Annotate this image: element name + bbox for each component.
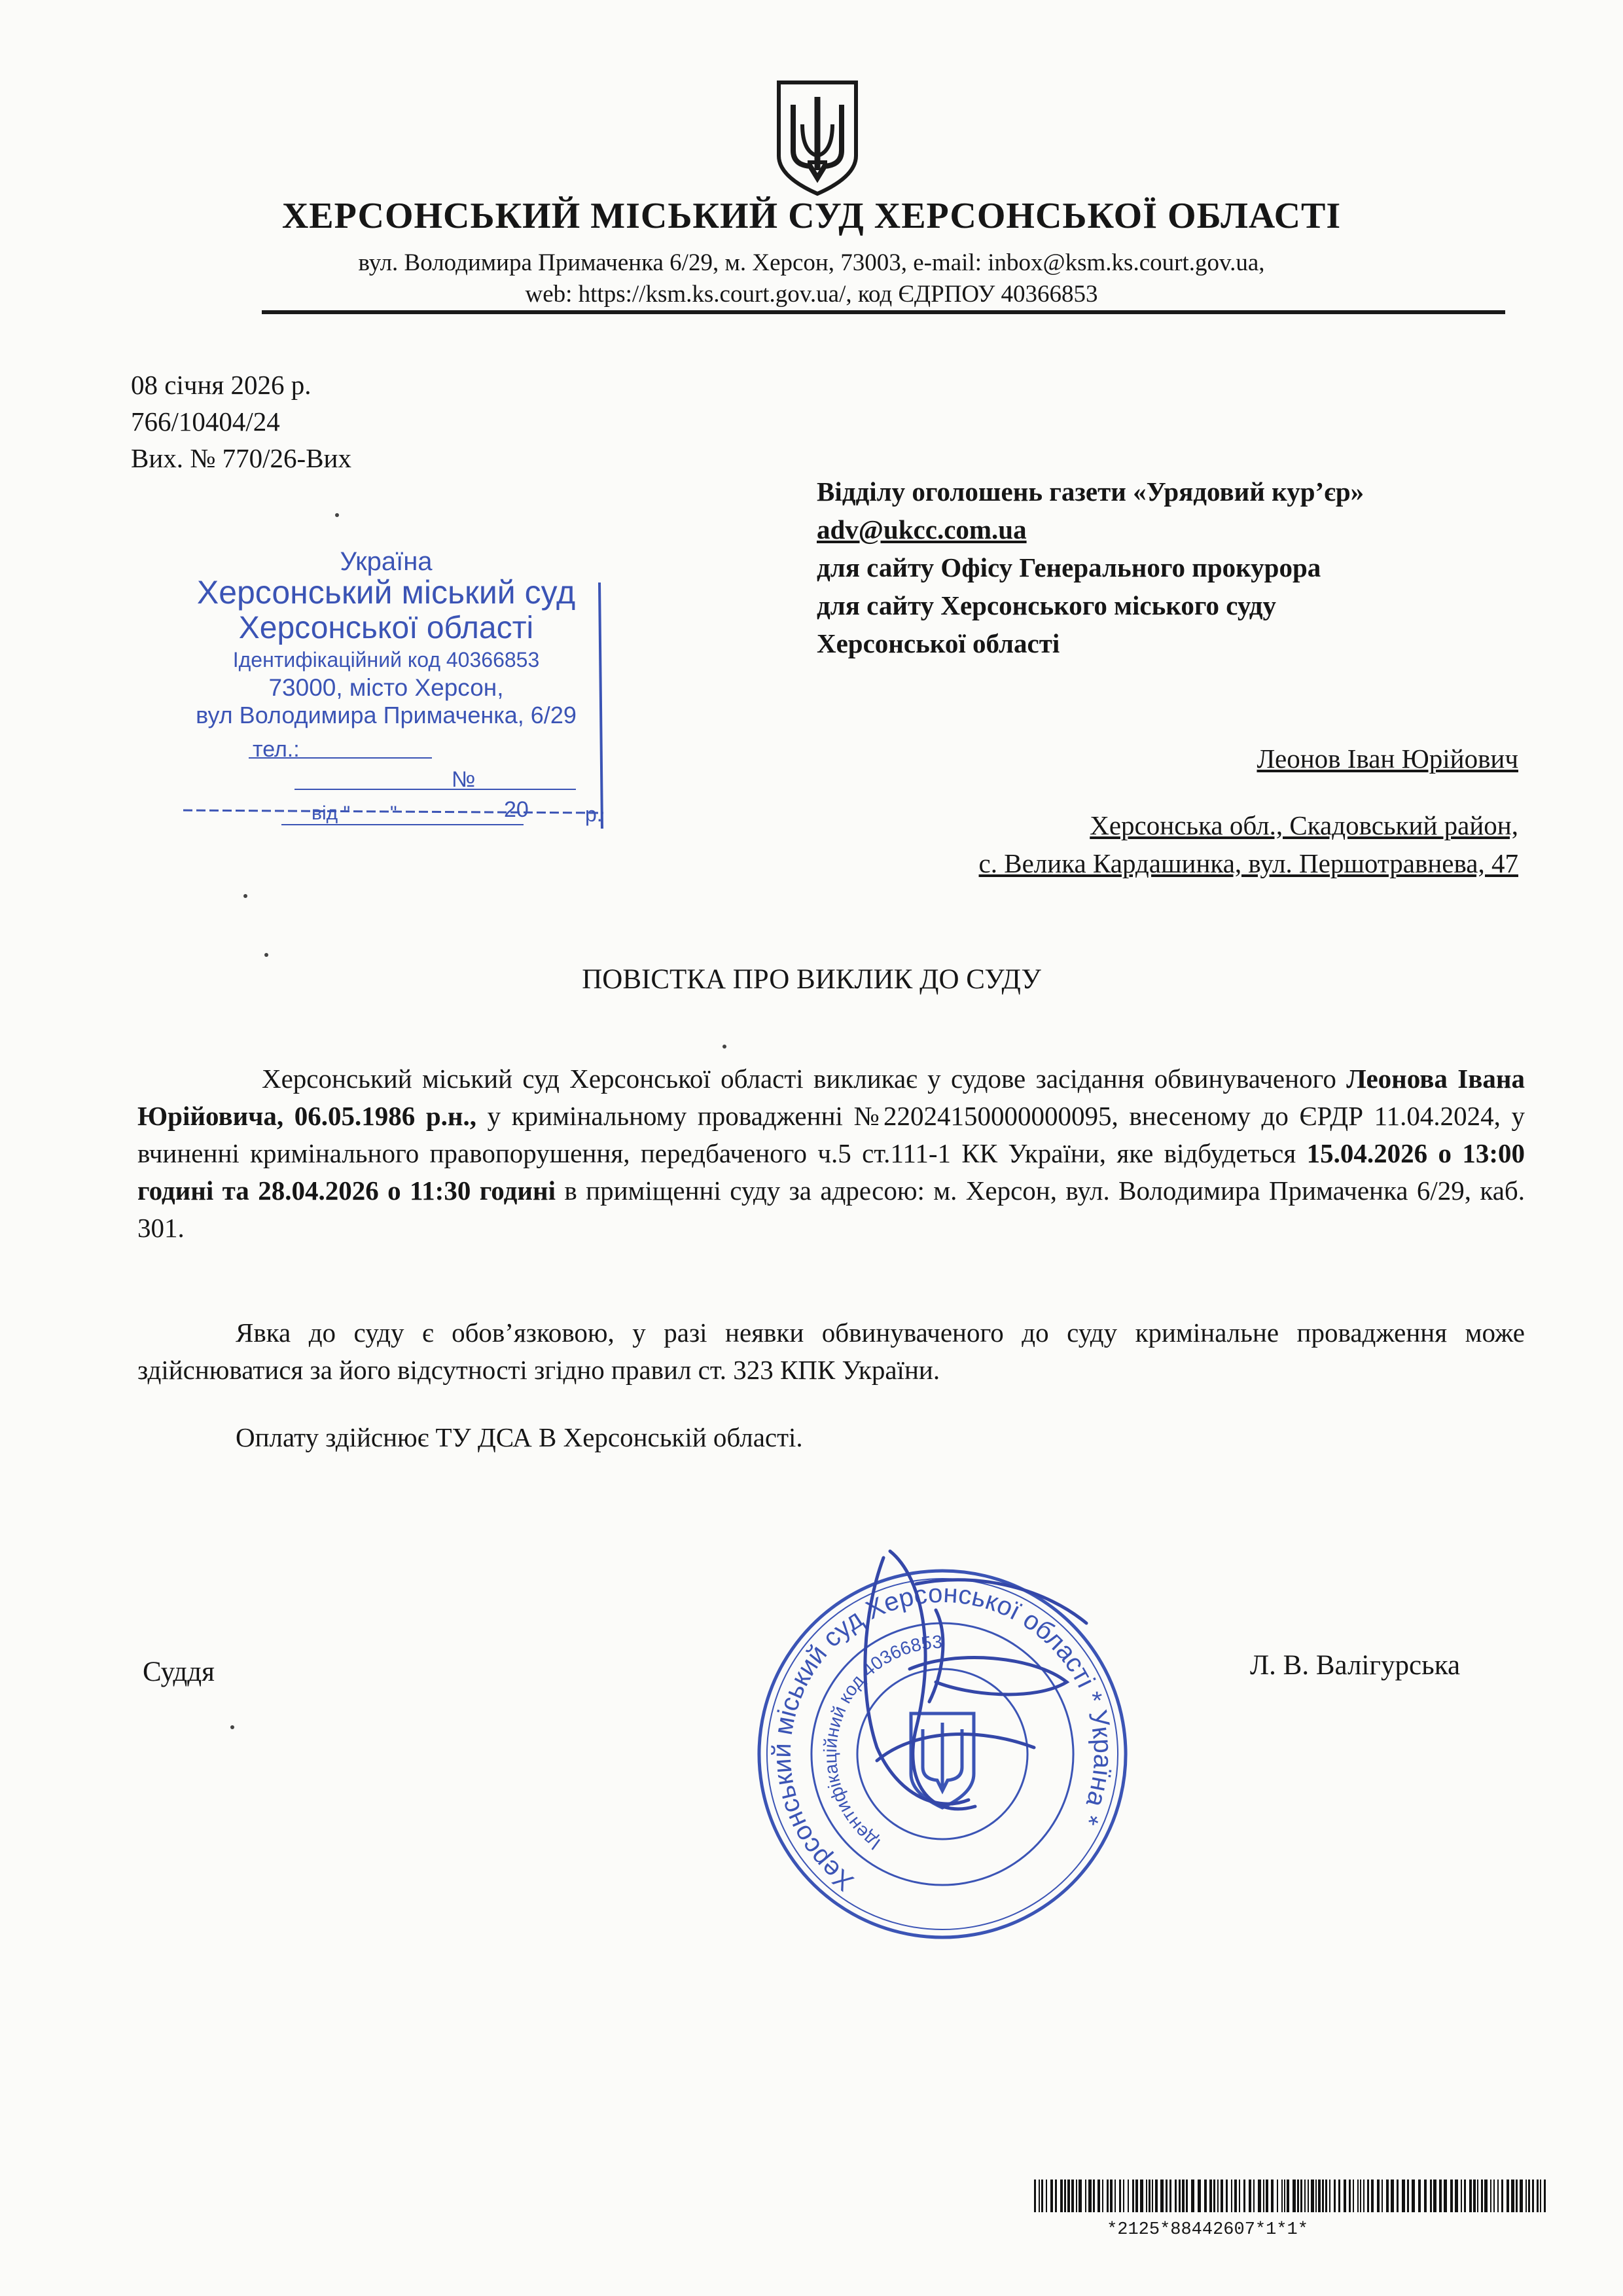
barcode-bar xyxy=(1371,2179,1374,2212)
barcode-bar xyxy=(1281,2179,1283,2212)
barcode-bar xyxy=(1544,2179,1546,2212)
barcode-bar xyxy=(1481,2179,1483,2212)
stamp-street: вул Володимира Примаченка, 6/29 xyxy=(196,702,577,728)
barcode-bar xyxy=(1055,2179,1057,2212)
barcode-bar xyxy=(1146,2179,1147,2212)
barcode-bar xyxy=(1067,2179,1070,2212)
barcode-bar xyxy=(1461,2179,1462,2212)
header-divider xyxy=(262,310,1505,314)
barcode-bar xyxy=(1123,2179,1124,2212)
barcode-bar xyxy=(1064,2179,1066,2212)
barcode-bar xyxy=(1308,2179,1309,2212)
barcode-bar xyxy=(1263,2179,1264,2212)
stamp-code: Ідентифікаційний код 40366853 xyxy=(232,648,540,672)
barcode-bar xyxy=(1528,2179,1530,2212)
judge-role: Суддя xyxy=(143,1657,215,1687)
barcode-bar xyxy=(1464,2179,1466,2212)
scan-speck xyxy=(264,953,268,957)
barcode-bar xyxy=(1334,2179,1336,2212)
summons-paragraph xyxy=(137,1060,1525,1247)
addressee-name: Леонов Іван Юрійович xyxy=(1257,744,1518,774)
barcode-bar xyxy=(1209,2179,1212,2212)
barcode-bar xyxy=(1353,2179,1354,2212)
barcode-bar xyxy=(1034,2179,1036,2212)
barcode-bar xyxy=(1469,2179,1472,2212)
barcode-bar xyxy=(1497,2179,1499,2212)
barcode-bar xyxy=(1325,2179,1327,2212)
barcode-bar xyxy=(1217,2179,1219,2212)
summons-place: в приміщенні суду за адресою: м. Херсон, вул. Володимира Примаченка 6/29, каб. 301. xyxy=(137,1175,1525,1243)
barcode-bar xyxy=(1360,2179,1361,2212)
barcode-bar xyxy=(1338,2179,1340,2212)
barcode xyxy=(1034,2179,1551,2219)
barcode-text: *2125*88442607*1*1* xyxy=(1107,2220,1308,2240)
barcode-bar xyxy=(1179,2179,1181,2212)
recipient-court-site: для сайту Херсонського міського суду xyxy=(817,590,1277,620)
judge-name: Л. В. Валігурська xyxy=(1250,1650,1461,1681)
stamp-region: Херсонської області xyxy=(238,611,534,645)
barcode-bar xyxy=(1097,2179,1100,2212)
barcode-bar xyxy=(1149,2179,1150,2212)
barcode-bar xyxy=(1397,2179,1399,2212)
barcode-bar xyxy=(1311,2179,1314,2212)
court-web: web: https://ksm.ks.court.gov.ua/, код ЄДРПОУ 40366853 xyxy=(525,281,1098,308)
barcode-bar xyxy=(1155,2179,1158,2212)
barcode-bar xyxy=(1433,2179,1436,2212)
barcode-bar xyxy=(1234,2179,1237,2212)
barcode-bar xyxy=(1060,2179,1063,2212)
barcode-bar xyxy=(1287,2179,1289,2212)
barcode-bar xyxy=(1297,2179,1299,2212)
barcode-bar xyxy=(1088,2179,1092,2212)
barcode-bar xyxy=(1377,2179,1380,2212)
barcode-bar xyxy=(1520,2179,1523,2212)
barcode-bar xyxy=(1102,2179,1103,2212)
barcode-bar xyxy=(1501,2179,1503,2212)
barcode-bar xyxy=(1107,2179,1109,2212)
barcode-bar xyxy=(1271,2179,1274,2212)
seal-inner-text: Ідентифікаційний код 40366853 xyxy=(819,1631,943,1854)
barcode-bar xyxy=(1363,2179,1364,2212)
barcode-bar xyxy=(1166,2179,1168,2212)
barcode-bar xyxy=(1226,2179,1228,2212)
barcode-bar xyxy=(1258,2179,1261,2212)
barcode-bar xyxy=(1076,2179,1077,2212)
attendance-text: Явка до суду є обов’язковою, у разі неявки обвинуваченого до суду кримінальне провадження може здійснюватися за його відсутності згідно правил ст. 323 КПК України. xyxy=(137,1318,1525,1385)
barcode-bar xyxy=(1140,2179,1143,2212)
barcode-bar xyxy=(1484,2179,1488,2212)
barcode-bar xyxy=(1418,2179,1421,2212)
barcode-bar xyxy=(1473,2179,1476,2212)
barcode-bar xyxy=(1204,2179,1207,2212)
recipient-prosecutor: для сайту Офісу Генерального прокурора xyxy=(817,552,1321,583)
scan-speck xyxy=(243,894,247,898)
barcode-bar xyxy=(1050,2179,1053,2212)
attendance-paragraph xyxy=(137,1314,1525,1389)
barcode-bar xyxy=(1132,2179,1134,2212)
seal-outer-text: Херсонський міський суд Херсонської області * Україна * xyxy=(767,1579,1118,1897)
barcode-bar xyxy=(1085,2179,1086,2212)
barcode-bar xyxy=(1186,2179,1188,2212)
registration-stamp xyxy=(157,547,615,835)
barcode-bar xyxy=(1391,2179,1394,2212)
stamp-city: 73000, місто Херсон, xyxy=(268,674,504,701)
stamp-date-label: від " xyxy=(312,802,351,824)
barcode-bar xyxy=(1221,2179,1223,2212)
barcode-bar xyxy=(1039,2179,1040,2212)
court-address: вул. Володимира Примаченка 6/29, м. Херсон, 73003, e-mail: inbox@ksm.ks.court.gov.ua, xyxy=(358,249,1265,276)
barcode-bar xyxy=(1128,2179,1129,2212)
barcode-bar xyxy=(1253,2179,1255,2212)
barcode-bar xyxy=(1115,2179,1116,2212)
stamp-year-label: 20 xyxy=(504,797,529,822)
barcode-bar xyxy=(1284,2179,1285,2212)
barcode-bar xyxy=(1182,2179,1185,2212)
stamp-no-label: № xyxy=(452,767,476,792)
barcode-bar xyxy=(1293,2179,1296,2212)
barcode-bar xyxy=(1402,2179,1405,2212)
addressee-address-1: Херсонська обл., Скадовський район, xyxy=(1090,810,1518,840)
barcode-bar xyxy=(1079,2179,1082,2212)
barcode-bar xyxy=(1266,2179,1268,2212)
barcode-bar xyxy=(1119,2179,1121,2212)
document-title: ПОВІСТКА ПРО ВИКЛИК ДО СУДУ xyxy=(582,964,1041,995)
barcode-bar xyxy=(1322,2179,1324,2212)
barcode-bar xyxy=(1349,2179,1351,2212)
barcode-bar xyxy=(1046,2179,1047,2212)
hearing-dates: 15.04.2026 о 13:00 годині та 28.04.2026 о 11:30 годині xyxy=(137,1138,1525,1206)
barcode-bar xyxy=(1300,2179,1302,2212)
barcode-bar xyxy=(1357,2179,1359,2212)
stamp-year-suffix: р. xyxy=(585,802,603,826)
barcode-bar xyxy=(1071,2179,1074,2212)
barcode-bar xyxy=(1407,2179,1409,2212)
barcode-bar xyxy=(1213,2179,1215,2212)
barcode-bar xyxy=(1450,2179,1453,2212)
stamp-tel-label: тел.: xyxy=(253,737,300,762)
barcode-bar xyxy=(1477,2179,1478,2212)
barcode-bar xyxy=(1318,2179,1321,2212)
barcode-bar xyxy=(1329,2179,1330,2212)
barcode-bar xyxy=(1110,2179,1113,2212)
barcode-bar xyxy=(1540,2179,1541,2212)
barcode-bar xyxy=(1243,2179,1245,2212)
payment-paragraph xyxy=(137,1419,1525,1456)
barcode-bar xyxy=(1249,2179,1251,2212)
barcode-bar xyxy=(1135,2179,1138,2212)
barcode-bar xyxy=(1490,2179,1491,2212)
barcode-bar xyxy=(1315,2179,1317,2212)
barcode-bar xyxy=(1152,2179,1153,2212)
barcode-bar xyxy=(1175,2179,1177,2212)
court-name: ХЕРСОНСЬКИЙ МІСЬКИЙ СУД ХЕРСОНСЬКОЇ ОБЛАСТІ xyxy=(281,196,1342,236)
barcode-bar xyxy=(1239,2179,1240,2212)
outgoing-number: Вих. № 770/26-Вих xyxy=(131,443,351,473)
stamp-court: Херсонський міський суд xyxy=(196,574,576,611)
barcode-bar xyxy=(1231,2179,1232,2212)
addressee-address-2: с. Велика Кардашинка, вул. Першотравнева, 47 xyxy=(978,848,1518,878)
stamp-country: Україна xyxy=(340,547,433,576)
barcode-bar xyxy=(1191,2179,1194,2212)
barcode-bar xyxy=(1455,2179,1458,2212)
payment-text: Оплату здійснює ТУ ДСА В Херсонській області. xyxy=(236,1422,803,1452)
barcode-bar xyxy=(1430,2179,1432,2212)
case-number: 766/10404/24 xyxy=(131,406,280,437)
scan-speck xyxy=(335,513,339,517)
barcode-bar xyxy=(1537,2179,1539,2212)
barcode-bar xyxy=(1169,2179,1171,2212)
summons-case: у кримінальному провадженні №22024150000000095, внесеному до ЄРДР 11.04.2024, у вчиненні кримінального правопорушення, передбаченого ч.5 ст.111-1 КК України, яке відбудеться xyxy=(137,1101,1525,1168)
barcode-bar xyxy=(1532,2179,1534,2212)
barcode-bar xyxy=(1493,2179,1495,2212)
summons-intro: Херсонський міський суд Херсонської області викликає у судове засідання обвинуваченого xyxy=(262,1064,1347,1094)
recipient-region: Херсонської області xyxy=(817,628,1060,658)
barcode-bar xyxy=(1304,2179,1306,2212)
barcode-bar xyxy=(1507,2179,1509,2212)
barcode-bar xyxy=(1041,2179,1043,2212)
barcode-bar xyxy=(1516,2179,1518,2212)
scan-speck xyxy=(722,1045,726,1049)
recipient-newspaper: Відділу оголошень газети «Урядовий кур’єр» xyxy=(817,476,1364,507)
barcode-bar xyxy=(1198,2179,1201,2212)
scan-speck xyxy=(230,1725,234,1729)
barcode-bar xyxy=(1277,2179,1278,2212)
barcode-bar xyxy=(1439,2179,1442,2212)
barcode-bar xyxy=(1382,2179,1383,2212)
barcode-bar xyxy=(1093,2179,1095,2212)
barcode-bar xyxy=(1367,2179,1369,2212)
barcode-bar xyxy=(1444,2179,1447,2212)
trident-icon xyxy=(774,79,861,196)
barcode-bar xyxy=(1525,2179,1527,2212)
barcode-bar xyxy=(1511,2179,1514,2212)
barcode-bar xyxy=(1424,2179,1427,2212)
accused-name: Леонова Івана Юрійовича, 06.05.1986 р.н., xyxy=(137,1064,1525,1131)
barcode-bar xyxy=(1386,2179,1389,2212)
stamp-date-mid: " xyxy=(390,802,397,824)
barcode-bar xyxy=(1344,2179,1346,2212)
barcode-bar xyxy=(1412,2179,1415,2212)
barcode-bar xyxy=(1160,2179,1164,2212)
judge-signature xyxy=(838,1532,1113,1846)
document-date: 08 січня 2026 р. xyxy=(131,370,312,400)
recipient-email[interactable]: adv@ukcc.com.ua xyxy=(817,514,1027,545)
